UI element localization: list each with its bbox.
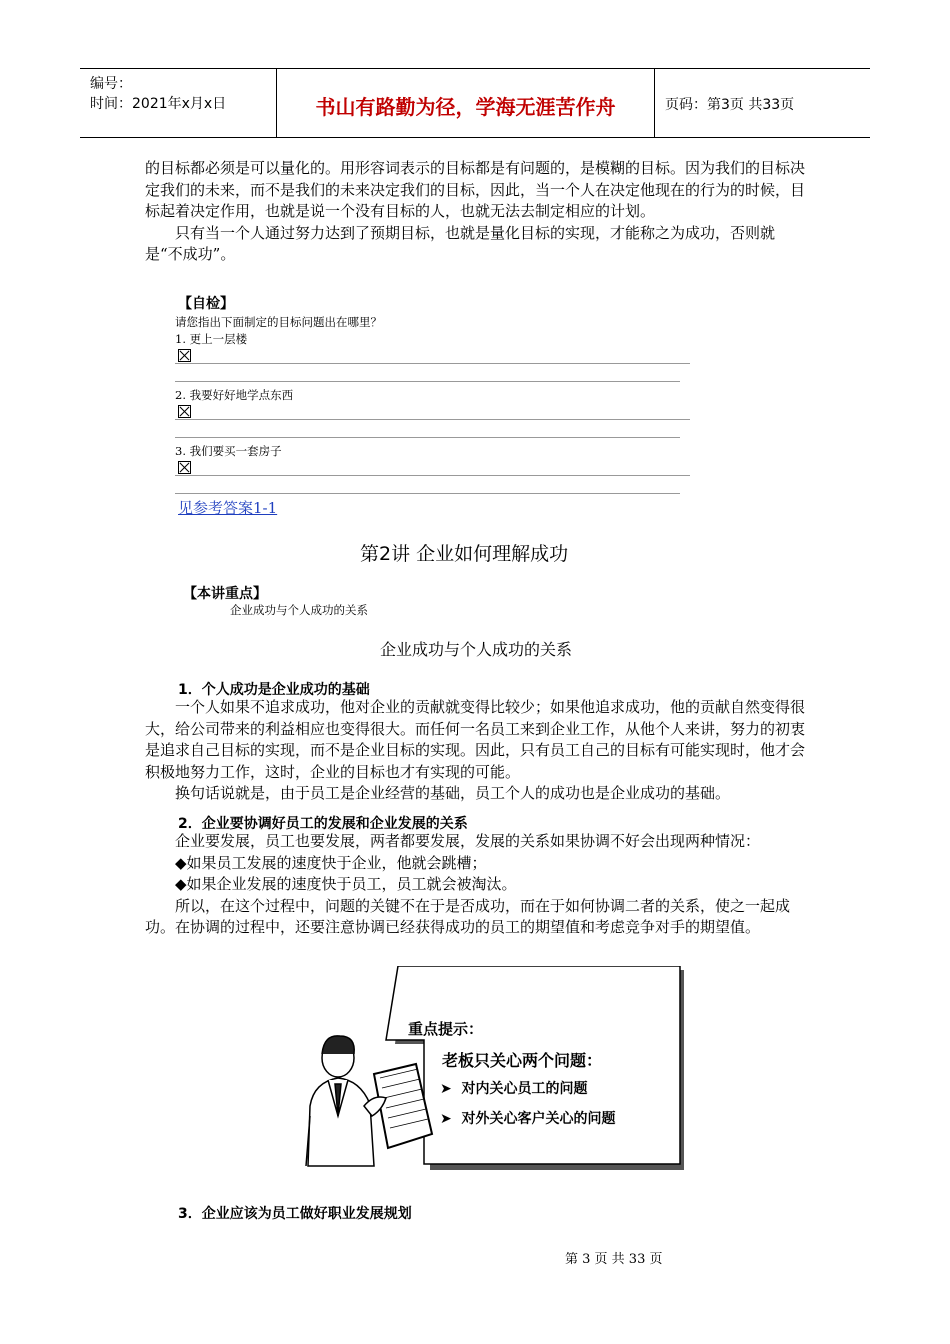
self-check-item-2: 2. 我要好好地学点东西	[175, 388, 294, 402]
answer-line	[175, 493, 680, 494]
heading-1-paragraph-1: 一个人如果不追求成功，他对企业的贡献就变得比较少；如果他追求成功，他的贡献自然变得很大，给公司带来的利益相应也变得很大。而任何一名员工来到企业工作，从他个人来讲，努力的初衷是追求自己目标的实现，而不是企业目标的实现。因此，只有员工自己的目标有可能实现时，他才会积极地努力工作，这时，企业的目标也才有实现的可能。	[145, 698, 806, 781]
checkbox-icon	[178, 405, 191, 418]
heading-1-paragraph-2: 换句话说就是，由于员工是企业经营的基础，员工个人的成功也是企业成功的基础。	[175, 784, 731, 802]
page-label: 页码：第3页 共33页	[665, 97, 795, 113]
heading-2-body	[145, 831, 807, 939]
answer-line	[175, 419, 690, 420]
callout-item-2	[440, 1108, 615, 1128]
answer-line	[175, 437, 680, 438]
answer-line	[175, 363, 690, 364]
heading-2-paragraph-2: 所以，在这个过程中，问题的关键不在于是否成功，而在于如何协调二者的关系，使之一起成功。在协调的过程中，还要注意协调已经获得成功的员工的期望值和考虑竞争对手的期望值。	[145, 896, 791, 936]
self-check-question: 请您指出下面制定的目标问题出在哪里？	[175, 315, 382, 329]
checkbox-icon	[178, 461, 191, 474]
heading-2-bullet-1: ◆如果员工发展的速度快于企业，他就会跳槽；	[175, 853, 487, 872]
motto: 书山有路勤为径，学海无涯苦作舟	[315, 95, 616, 119]
heading-2-bullet-2: ◆如果企业发展的速度快于员工，员工就会被淘汰。	[175, 875, 517, 893]
heading-1: 1．个人成功是企业成功的基础	[178, 682, 370, 698]
callout-item-1	[440, 1078, 587, 1098]
intro-paragraph-1: 的目标都必须是可以量化的。用形容词表示的目标都是有问题的，是模糊的目标。因为我们的目标决定我们的未来，而不是我们的未来决定我们的目标，因此，当一个人在决定他现在的行为的时候，目标起着决定作用，也就是说一个没有目标的人，也就无法去制定相应的计划。	[145, 159, 806, 220]
focus-item: 企业成功与个人成功的关系	[230, 603, 368, 617]
callout-item-1-label: 对内关心员工的问题	[461, 1081, 588, 1097]
answer-line	[175, 381, 680, 382]
date-label: 时间：2021年x月x日	[90, 96, 227, 112]
header-motto-cell	[277, 69, 655, 137]
heading-3: 3．企业应该为员工做好职业发展规划	[178, 1206, 412, 1222]
focus-title: 【本讲重点】	[183, 586, 267, 602]
arrow-icon: ➤	[440, 1081, 452, 1097]
arrow-icon: ➤	[440, 1111, 452, 1127]
callout-lead: 老板只关心两个问题：	[442, 1051, 603, 1070]
page-header	[80, 68, 870, 138]
header-page-cell	[655, 69, 870, 137]
heading-2: 2．企业要协调好员工的发展和企业发展的关系	[178, 816, 468, 832]
self-check-item-3: 3. 我们要买一套房子	[175, 444, 282, 458]
page-footer: 第 3 页 共 33 页	[565, 1252, 663, 1267]
section-title: 企业成功与个人成功的关系	[380, 640, 573, 659]
intro-text	[145, 158, 807, 266]
key-point-callout	[300, 966, 686, 1172]
number-label: 编号：	[90, 76, 132, 92]
self-check-item-1: 1. 更上一层楼	[175, 332, 248, 346]
businessman-icon	[306, 1036, 432, 1166]
answer-reference-link[interactable]: 见参考答案1-1	[178, 499, 278, 517]
checkbox-icon	[178, 349, 191, 362]
answer-line	[175, 475, 690, 476]
heading-2-paragraph-1: 企业要发展，员工也要发展，两者都要发展，发展的关系如果协调不好会出现两种情况：	[175, 832, 761, 850]
self-check-title: 【自检】	[178, 296, 234, 312]
heading-1-body	[145, 697, 807, 805]
callout-item-2-label: 对外关心客户关心的问题	[461, 1111, 616, 1127]
intro-paragraph-2: 只有当一个人通过努力达到了预期目标，也就是量化目标的实现，才能称之为成功，否则就是“不成功”。	[145, 223, 776, 263]
header-meta-cell	[80, 69, 277, 137]
callout-title: 重点提示：	[408, 1020, 484, 1038]
lecture-title: 第2讲 企业如何理解成功	[360, 543, 569, 565]
